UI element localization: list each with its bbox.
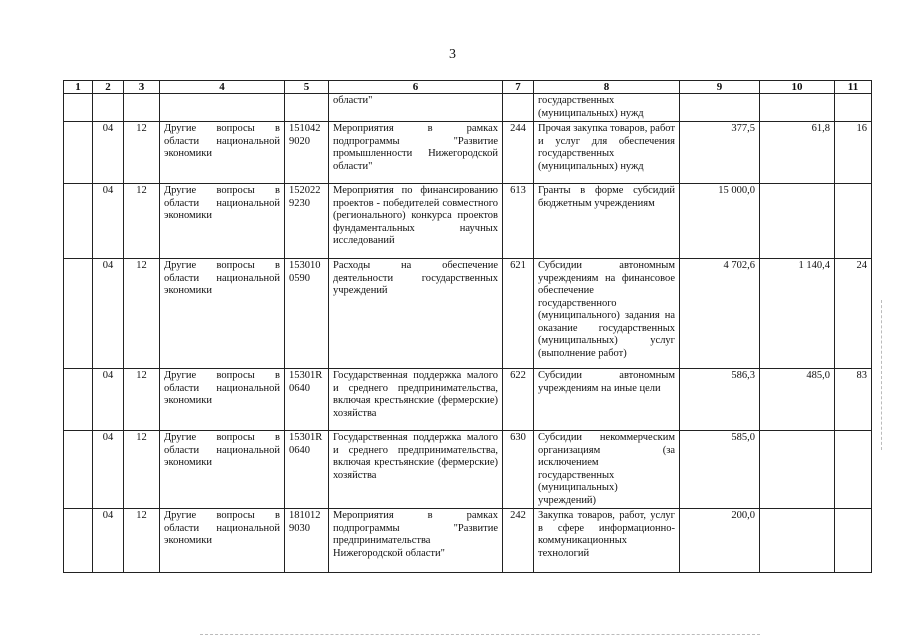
scan-bottom-edge [200,634,760,635]
table-row [64,122,872,184]
expense-type-code-cell: 621 [503,259,534,369]
row-number-cell [64,184,93,259]
row-number-cell [64,94,93,122]
subsection-cell [124,94,160,122]
percent-cell: 16 [835,122,872,184]
section-cell: 04 [93,259,124,369]
target-code-cell: 181012 9030 [285,509,329,573]
column-header: 11 [835,81,872,94]
percent-cell [835,94,872,122]
expense-type-name-cell: Субсидии автономным учреждениям на иные цели [534,369,680,431]
expense-type-code-cell: 622 [503,369,534,431]
table-row [64,431,872,509]
section-cell: 04 [93,184,124,259]
section-name-cell: Другие вопросы в области национальной экономики [160,369,285,431]
executed-amount-cell [760,184,835,259]
executed-amount-cell [760,509,835,573]
column-header: 7 [503,81,534,94]
percent-cell: 83 [835,369,872,431]
scan-edge-line [881,300,882,450]
section-cell [93,94,124,122]
target-code-cell: 15301R 0640 [285,431,329,509]
subsection-cell: 12 [124,259,160,369]
column-header: 2 [93,81,124,94]
section-name-cell: Другие вопросы в области национальной экономики [160,184,285,259]
row-number-cell [64,122,93,184]
section-cell: 04 [93,369,124,431]
percent-cell [835,509,872,573]
target-code-cell: 152022 9230 [285,184,329,259]
subsection-cell: 12 [124,431,160,509]
expense-type-code-cell: 242 [503,509,534,573]
section-cell: 04 [93,122,124,184]
target-code-cell: 15301R 0640 [285,369,329,431]
section-name-cell: Другие вопросы в области национальной экономики [160,509,285,573]
expense-type-code-cell: 244 [503,122,534,184]
section-name-cell: Другие вопросы в области национальной экономики [160,259,285,369]
subsection-cell: 12 [124,184,160,259]
column-header: 8 [534,81,680,94]
row-number-cell [64,259,93,369]
executed-amount-cell: 1 140,4 [760,259,835,369]
table-header-row [64,81,872,94]
page-number: 3 [449,47,456,62]
table-row [64,509,872,573]
planned-amount-cell: 15 000,0 [680,184,760,259]
subsection-cell: 12 [124,369,160,431]
table-row [64,369,872,431]
section-cell: 04 [93,431,124,509]
percent-cell [835,184,872,259]
table-row [64,259,872,369]
expense-type-name-cell: государственных (муниципальных) нужд [534,94,680,122]
expense-type-code-cell [503,94,534,122]
target-name-cell: Мероприятия по финансированию проектов - победителей совместного (регионального) конкурса проектов фундаментальных научных исследований [329,184,503,259]
expense-type-code-cell: 630 [503,431,534,509]
executed-amount-cell: 61,8 [760,122,835,184]
target-code-cell: 153010 0590 [285,259,329,369]
table-row [64,94,872,122]
target-name-cell: Государственная поддержка малого и среднего предпринимательства, включая крестьянские (фермерские) хозяйства [329,369,503,431]
executed-amount-cell [760,94,835,122]
target-name-cell: Мероприятия в рамках подпрограммы "Развитие промышленности Нижегородской области" [329,122,503,184]
planned-amount-cell: 586,3 [680,369,760,431]
column-header: 5 [285,81,329,94]
subsection-cell: 12 [124,509,160,573]
executed-amount-cell [760,431,835,509]
planned-amount-cell: 585,0 [680,431,760,509]
column-header: 9 [680,81,760,94]
row-number-cell [64,431,93,509]
subsection-cell: 12 [124,122,160,184]
expense-type-name-cell: Субсидии автономным учреждениям на финансовое обеспечение государственного (муниципального) задания на оказание государственных (муниципальных) услуг (выполнение работ) [534,259,680,369]
section-name-cell [160,94,285,122]
column-header: 3 [124,81,160,94]
expense-type-name-cell: Гранты в форме субсидий бюджетным учреждениям [534,184,680,259]
budget-table [63,80,872,573]
column-header: 10 [760,81,835,94]
planned-amount-cell [680,94,760,122]
planned-amount-cell: 377,5 [680,122,760,184]
column-header: 6 [329,81,503,94]
expense-type-name-cell: Прочая закупка товаров, работ и услуг для обеспечения государственных (муниципальных) нужд [534,122,680,184]
table-row [64,184,872,259]
section-name-cell: Другие вопросы в области национальной экономики [160,122,285,184]
percent-cell: 24 [835,259,872,369]
row-number-cell [64,509,93,573]
target-name-cell: Государственная поддержка малого и среднего предпринимательства, включая крестьянские (фермерские) хозяйства [329,431,503,509]
target-name-cell: Мероприятия в рамках подпрограммы "Развитие предпринимательства Нижегородской области" [329,509,503,573]
column-header: 1 [64,81,93,94]
expense-type-name-cell: Субсидии некоммерческим организациям (за исключением государственных (муниципальных) учреждений) [534,431,680,509]
column-header: 4 [160,81,285,94]
percent-cell [835,431,872,509]
section-name-cell: Другие вопросы в области национальной экономики [160,431,285,509]
planned-amount-cell: 4 702,6 [680,259,760,369]
expense-type-name-cell: Закупка товаров, работ, услуг в сфере информационно-коммуникационных технологий [534,509,680,573]
section-cell: 04 [93,509,124,573]
expense-type-code-cell: 613 [503,184,534,259]
target-code-cell [285,94,329,122]
planned-amount-cell: 200,0 [680,509,760,573]
target-code-cell: 151042 9020 [285,122,329,184]
row-number-cell [64,369,93,431]
target-name-cell: области" [329,94,503,122]
executed-amount-cell: 485,0 [760,369,835,431]
target-name-cell: Расходы на обеспечение деятельности государственных учреждений [329,259,503,369]
